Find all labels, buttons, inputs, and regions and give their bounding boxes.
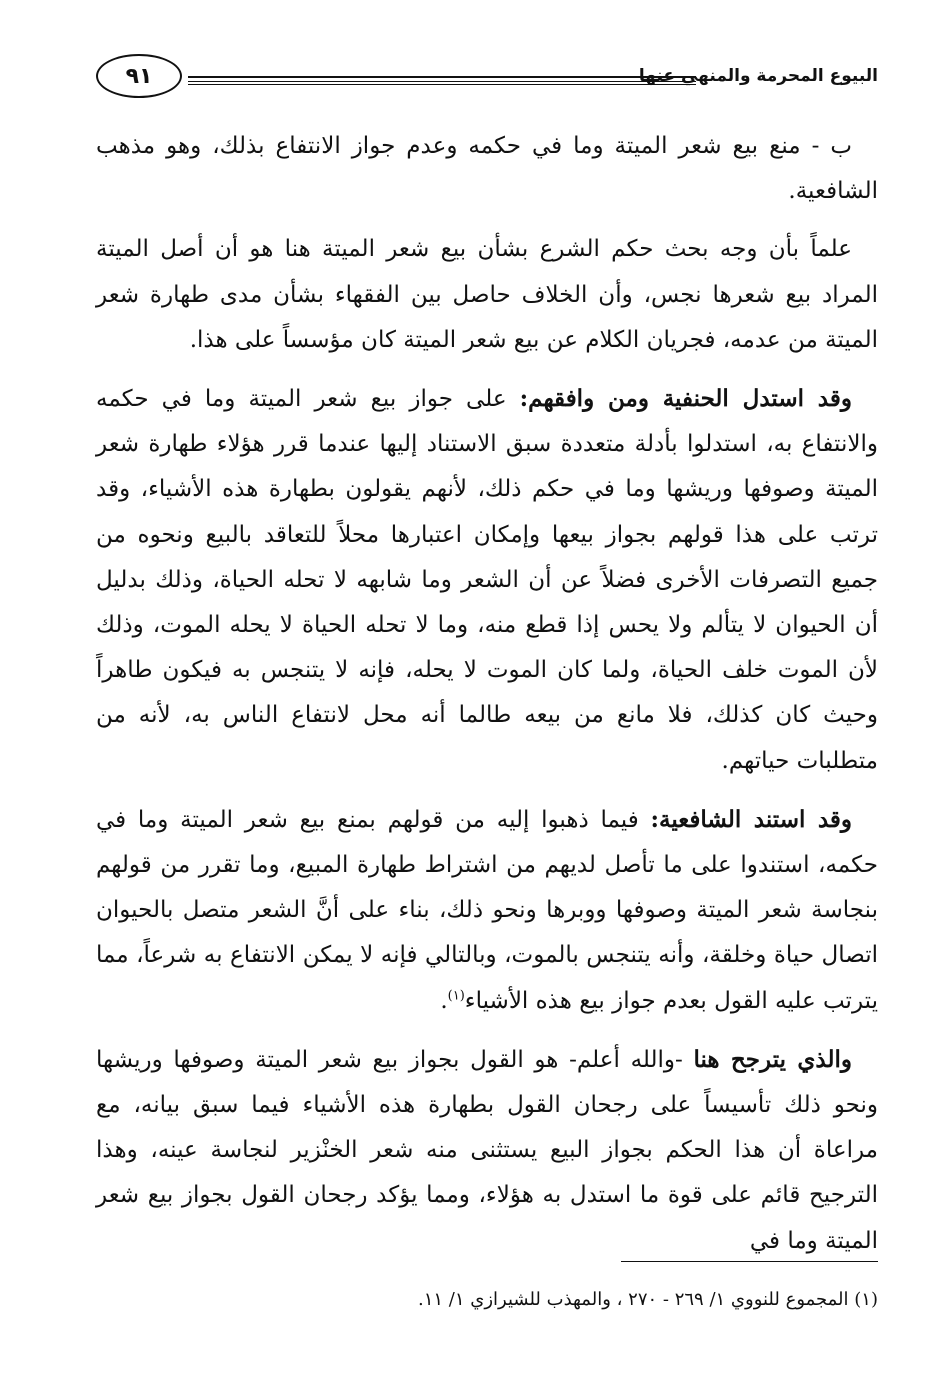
body-text xyxy=(96,124,878,1277)
paragraph xyxy=(96,376,878,784)
footnote-separator xyxy=(621,1261,878,1262)
header-rule xyxy=(188,76,696,82)
page-header xyxy=(96,50,878,110)
paragraph-lead: والذي يترجح هنا xyxy=(693,1045,852,1073)
page-number: ٩١ xyxy=(96,54,182,98)
running-title: البيوع المحرمة والمنهي عنها xyxy=(638,66,878,86)
header-rule-thin xyxy=(188,84,696,85)
paragraph-text: -والله أعلم- هو القول بجواز بيع شعر الميتة وصوفها وريشها ونحو ذلك تأسيساً على رجحان القول بطهارة هذه الأشياء فيما سبق بيانه، مع مراعاة أن هذا الحكم بجواز البيع يستثنى منه شعر الخنْزير لنجاسة عينه، وهذا الترجيح قائم على قوة ما استدل به هؤلاء، ومما يؤكد رجحان القول بجواز بيع شعر الميتة وما في xyxy=(96,1046,878,1254)
paragraph xyxy=(96,797,878,1024)
footnote: (١) المجموع للنووي ١/ ٢٦٩ - ٢٧٠ ، والمهذب للشيرازي ١/ ١١. xyxy=(417,1289,878,1310)
paragraph-tail: . xyxy=(440,987,448,1014)
paragraph-text: ب - منع بيع شعر الميتة وما في حكمه وعدم جواز الانتفاع بذلك، وهو مذهب الشافعية. xyxy=(96,133,878,205)
paragraph xyxy=(96,124,878,214)
footnote-reference[interactable]: (١) xyxy=(447,988,465,1003)
paragraph-lead: وقد استدل الحنفية ومن وافقهم: xyxy=(519,385,852,413)
paragraph-lead: وقد استند الشافعية: xyxy=(650,805,852,833)
paragraph-text: على جواز بيع شعر الميتة وما في حكمه والانتفاع به، استدلوا بأدلة متعددة سبق الاستناد إليها عندما قرر هؤلاء طهارة شعر الميتة وصوفها وريشها وما في حكم ذلك، لأنهم يقولون بطهارة هذه الأشياء، وقد ترتب على هذا قولهم بجواز بيعها وإمكان اعتبارها محلاً للتعاقد بالبيع ونحوه من جميع التصرفات الأخرى فضلاً عن أن الشعر وما شابهه لا تحله الحياة، وذلك بدليل أن الحيوان لا يتألم ولا يحس إذا قطع منه، وما لا تحله الحياة لا يحله الموت، وذلك لأن الموت خلف الحياة، ولما كان الموت لا يحله، فإنه لا يتنجس به فيكون طاهراً وحيث كان كذلك، فلا مانع من بيعه طالما أنه محل لانتفاع الناس به، لأنه من متطلبات حياتهم. xyxy=(96,386,878,774)
paragraph xyxy=(96,227,878,363)
paragraph-text: علماً بأن وجه بحث حكم الشرع بشأن بيع شعر الميتة هنا هو أن أصل الميتة المراد بيع شعرها نجس، وأن الخلاف حاصل بين الفقهاء بشأن مدى طهارة شعر الميتة من عدمه، فجريان الكلام عن بيع شعر الميتة كان مؤسساً على هذا. xyxy=(96,236,878,353)
paragraph-text: فيما ذهبوا إليه من قولهم بمنع بيع شعر الميتة وما في حكمه، استندوا على ما تأصل لديهم من اشتراط طهارة المبيع، وما تقرر من قولهم بنجاسة شعر الميتة وصوفها ووبرها ونحو ذلك، بناء على أنَّ الشعر متصل بالحيوان اتصال حياة وخلقة، وأنه يتنجس بالموت، وبالتالي فإنه لا يمكن الانتفاع به شرعاً، مما يترتب عليه القول بعدم جواز بيع هذه الأشياء xyxy=(96,806,878,1014)
paragraph xyxy=(96,1037,878,1264)
